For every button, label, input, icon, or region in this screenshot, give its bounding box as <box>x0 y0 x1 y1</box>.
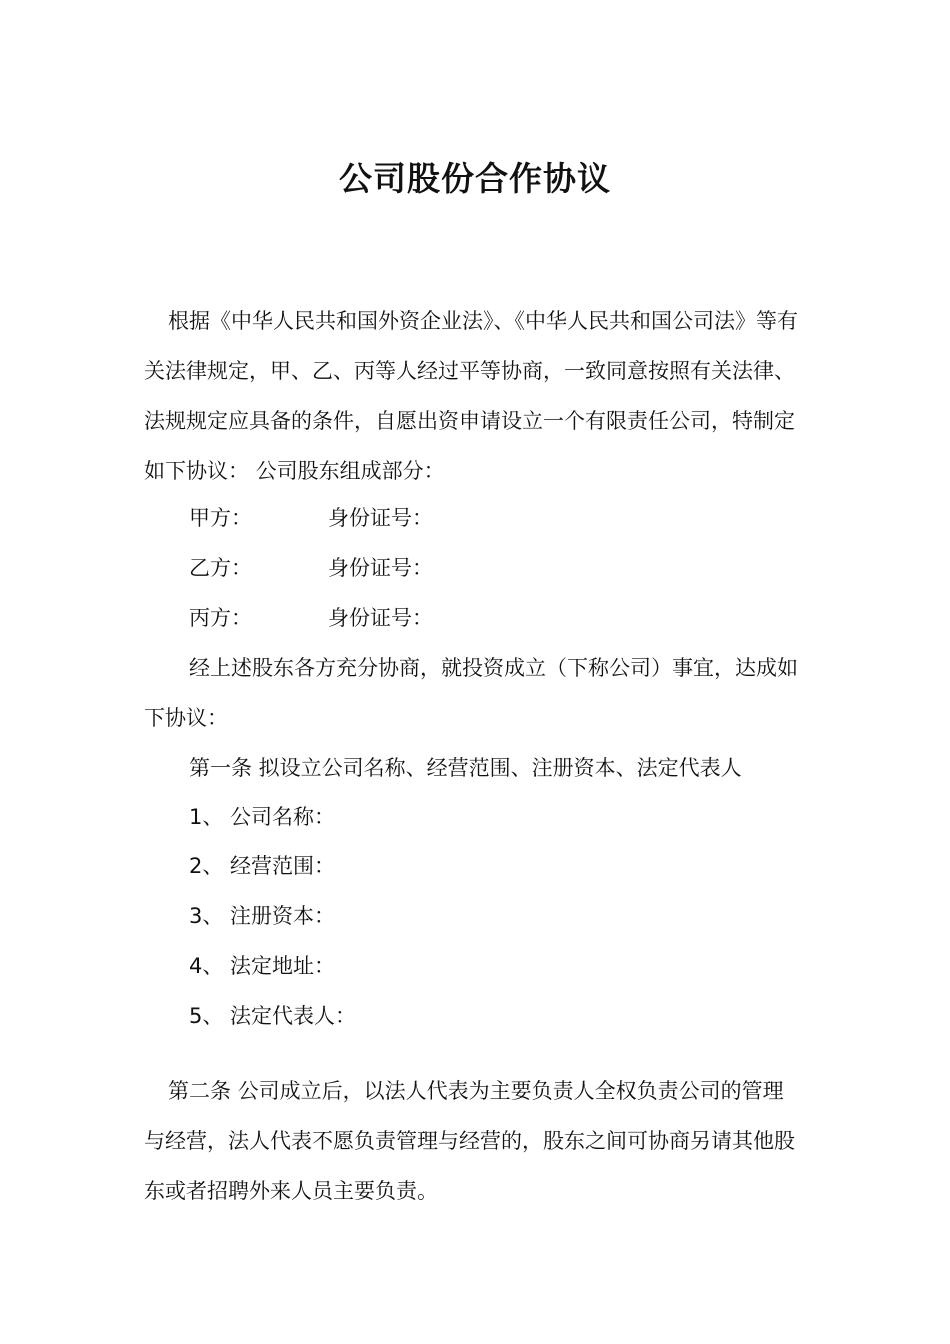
article-1-item-2-label: 经营范围： <box>230 854 335 878</box>
document-title: 公司股份合作协议 <box>339 159 611 198</box>
party-b-label: 乙方： <box>189 556 252 580</box>
party-a-id-label: 身份证号： <box>328 506 433 530</box>
article-1-item-3-num: 3、 <box>189 904 224 928</box>
intro-paragraph <box>144 296 804 496</box>
article-1-item-1-num: 1、 <box>189 805 224 829</box>
article-1-item-5-label: 法定代表人： <box>230 1004 356 1028</box>
party-a-label: 甲方： <box>189 506 252 530</box>
article-2-paragraph <box>144 1066 804 1216</box>
article-1-item-3-label: 注册资本： <box>230 904 335 928</box>
article-1-item-5-num: 5、 <box>189 1004 224 1028</box>
party-b-id-label: 身份证号： <box>328 556 433 580</box>
intro-text: 根据《中华人民共和国外资企业法》、《中华人民共和国公司法》等有关法律规定，甲、乙、丙等人经过平等协商，一致同意按照有关法律、法规规定应具备的条件，自愿出资申请设立一个有限责任公司，特制定如下协议： 公司股东组成部分： <box>144 309 798 483</box>
article-1-item-2-num: 2、 <box>189 854 224 878</box>
article-2-text: 第二条 公司成立后，以法人代表为主要负责人全权负责公司的管理与经营，法人代表不愿负责管理与经营的，股东之间可协商另请其他股东或者招聘外来人员主要负责。 <box>144 1079 795 1203</box>
article-1-item-4-label: 法定地址： <box>230 954 335 978</box>
article-1-item-4-num: 4、 <box>189 954 224 978</box>
party-c-id-label: 身份证号： <box>328 606 433 630</box>
article-1-item-1-label: 公司名称： <box>230 805 335 829</box>
consensus-text: 经上述股东各方充分协商，就投资成立（下称公司）事宜，达成如下协议： <box>144 656 798 730</box>
consensus-paragraph <box>144 643 804 743</box>
party-c-label: 丙方： <box>189 606 252 630</box>
article-1-title: 第一条 拟设立公司名称、经营范围、注册资本、法定代表人 <box>189 756 742 780</box>
